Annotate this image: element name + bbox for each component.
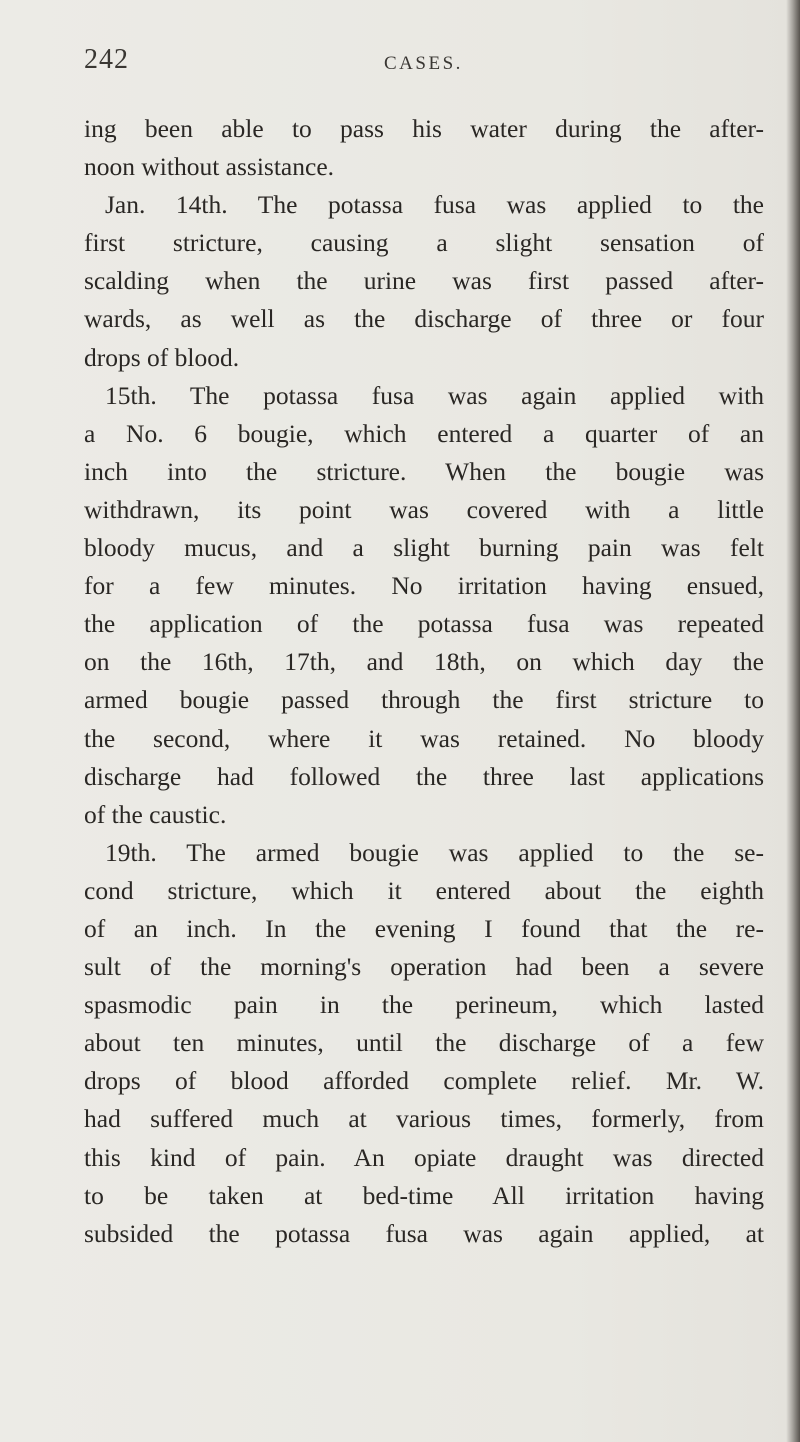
text-line: a No. 6 bougie, which entered a quarter of an [84, 418, 764, 448]
page-header [0, 44, 800, 84]
body-text [84, 110, 764, 1253]
text-line: on the 16th, 17th, and 18th, on which day the [84, 647, 764, 677]
text-line: spasmodic pain in the perineum, which lasted [84, 990, 764, 1020]
text-line: bloody mucus, and a slight burning pain was felt [84, 533, 764, 563]
text-line: inch into the stricture. When the bougie was [84, 456, 764, 486]
text-line: drops of blood. [84, 342, 240, 372]
text-line: first stricture, causing a slight sensation of [84, 228, 764, 258]
text-line: scalding when the urine was first passed after- [84, 266, 764, 296]
running-head: CASES. [384, 53, 463, 74]
page-number: 242 [84, 44, 129, 75]
text-line: to be taken at bed-time All irritation having [84, 1180, 764, 1210]
text-line: drops of blood afforded complete relief. Mr. W. [84, 1066, 764, 1096]
text-line: of the caustic. [84, 799, 227, 829]
text-line: Jan. 14th. The potassa fusa was applied to the [105, 190, 764, 220]
text-line: cond stricture, which it entered about the eighth [84, 875, 764, 905]
text-line: withdrawn, its point was covered with a little [84, 494, 764, 524]
text-line: of an inch. In the evening I found that the re- [84, 913, 764, 943]
text-line: for a few minutes. No irritation having ensued, [84, 571, 764, 601]
text-line: subsided the potassa fusa was again applied, at [84, 1218, 764, 1248]
text-line: sult of the morning's operation had been a severe [84, 952, 764, 982]
text-line: the application of the potassa fusa was repeated [84, 609, 764, 639]
text-line: the second, where it was retained. No bloody [84, 723, 764, 753]
text-line: this kind of pain. An opiate draught was directed [84, 1142, 764, 1172]
text-line: ing been able to pass his water during the after- [84, 114, 764, 143]
text-line: 15th. The potassa fusa was again applied with [105, 380, 764, 410]
text-line: about ten minutes, until the discharge of a few [84, 1028, 764, 1058]
page-edge-shadow [786, 0, 800, 1442]
text-line: 19th. The armed bougie was applied to the se- [105, 837, 764, 867]
text-line: discharge had followed the three last applications [84, 761, 764, 791]
text-line: armed bougie passed through the first stricture to [84, 685, 764, 715]
text-line: noon without assistance. [84, 152, 335, 182]
text-line: had suffered much at various times, formerly, from [84, 1104, 764, 1134]
text-line: wards, as well as the discharge of three or four [84, 304, 764, 334]
